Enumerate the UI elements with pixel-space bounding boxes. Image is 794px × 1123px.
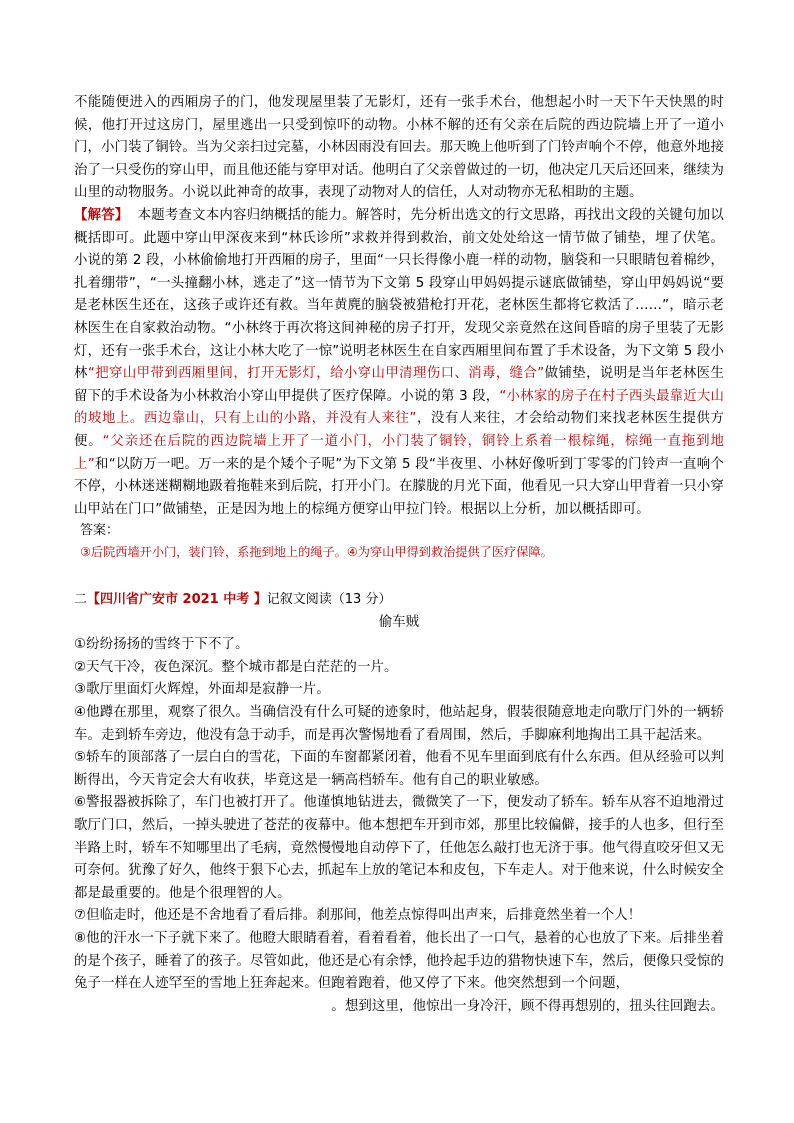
- story-paragraph-6: ⑥警报器被拆除了，车门也被打开了。他谨慎地钻进去，微微笑了一下，便发动了轿车。轿车从容不迫地滑过歌厅门口，然后，一掉头驶进了苍茫的夜幕中。他本想把车开到市郊，那里比较偏僻，接手的人也多，但行至半路上时，轿车不知哪里出了毛病，竟然慢慢地自动停下了，任他怎么敲打也无济于事。他气得直咬牙但又无可奈何。犹豫了好久，他终于狠下心去，抓起车上放的笔记本和皮包，下车走人。对于他来说，什么时候安全都是最重要的。他是个很理智的人。: [74, 795, 724, 901]
- analysis-paragraph-1: 不能随便进入的西厢房子的门，他发现屋里装了无影灯，还有一张手术台，他想起小时一天下午天快黑的时候，他打开过这房门，屋里逃出一只受到惊吓的动物。小林不解的还有父亲在后院的西边院墙上开了一道小门，小门装了铜铃。当为父亲扫过完墓，小林因雨没有回去。那天晚上他听到了门铃声响个不停，他意外地接治了一只受伤的穿山甲，而且他还能与穿甲对话。他明白了父亲曾做过的一切，他决定几天后还回来，继续为山里的动物服务。小说以此神奇的故事，表现了动物对人的信任，人对动物亦无私相助的主题。: [74, 95, 724, 201]
- answer-label: 答案：: [80, 523, 120, 539]
- analysis-text-d: 和“以防万一吧。万一来的是个矮个子呢”为下文第 5 段“半夜里、小林好像听到丁零零的门铃声一直响个不停，小林迷迷糊糊地趿着拖鞋来到后院，打开小门。在朦胧的月光下面，他看见一只大穿山甲背着一只小穿山甲站在门口”做铺垫，正是因为地上的棕绳方便穿山甲拉门铃。根据以上分析，加以概括即可。: [74, 456, 724, 517]
- section-source: 【四川省广安市 2021 中考 】: [87, 592, 267, 608]
- story-title: 偷车贼: [378, 615, 420, 631]
- story-tail-line: 。想到这里，他惊出一身冷汗，顾不得再想别的，扭头往回跑去。: [331, 998, 724, 1014]
- section-2: [74, 589, 724, 1018]
- analysis-quote-2: “小林家的房子在村子西头最靠近大山的坡地上。西边靠山，只有上山的小路，并没有人来往”: [74, 388, 724, 427]
- section-heading-text: 记叙文阅读（13 分）: [266, 592, 392, 608]
- analysis-quote-1: “把穿山甲带到西厢里间，打开无影灯，给小穿山甲清理伤口、消毒，缝合”: [87, 366, 545, 382]
- story-paragraph-2: ②天气干冷，夜色深沉。整个城市都是白茫茫的一片。: [74, 659, 398, 675]
- story-paragraph-7: ⑦但临走时，他还是不舍地看了看后排。刹那间，他差点惊得叫出声来，后排竟然坐着一个人！: [74, 908, 642, 924]
- analysis-block: [74, 92, 724, 563]
- section-gap: [74, 563, 724, 589]
- answer-tag: 【解答】: [74, 207, 129, 223]
- analysis-text-b: 做铺垫，说明是当年老林医生留下的手术设备为小林救治小穿山甲提供了医疗保障。小说的第 3 段，: [74, 366, 724, 404]
- analysis-text-c: ，没有人来往，才会给动物们来找老林医生提供方便。: [74, 411, 724, 449]
- answer-text: ③后院西墙开小门，装门铃，系拖到地上的绳子。④为穿山甲得到救治提供了医疗保障。: [80, 545, 553, 560]
- analysis-text-a: 本题考查文本内容归纳概括的能力。解答时，先分析出选文的行文思路，再找出文段的关键句加以概括即可。此题中穿山甲深夜来到“林氏诊所”求救并得到救治，前文处处给这一情节做了铺垫，埋了伏笔。小说的第 2 段，小林偷偷地打开西厢的房子，里面“一只长得像小鹿一样的动物，脑袋和一只眼睛包着棉纱，扎着绷带”，“一头撞翻小林，逃走了”这一情节为下文第 5 段穿山甲妈妈提示谜底做铺垫，穿山甲妈妈说“要是老林医生还在，这孩子或许还有救。当年黄麂的脑袋被猎枪打开花，老林医生都将它救活了……”，暗示老林医生在自家救治动物。“小林终于再次将这间神秘的房子打开，发现父亲竟然在这间昏暗的房子里装了无影灯，还有一张手术台，这让小林大吃了一惊”说明老林医生在自家西厢里间布置了手术设备，为下文第 5 段小林: [74, 207, 724, 382]
- story-paragraph-3: ③歌厅里面灯火辉煌，外面却是寂静一片。: [74, 682, 330, 698]
- document-page: [74, 92, 724, 1018]
- analysis-quote-3: “父亲还在后院的西边院墙上开了一道小门，小门装了铜铃，铜铃上系着一根棕绳，棕绳一直拖到地上”: [74, 433, 724, 472]
- story-paragraph-4: ④他蹲在那里，观察了很久。当确信没有什么可疑的迹象时，他站起身，假装很随意地走向歌厅门外的一辆轿车。走到轿车旁边，他没有急于动手，而是再次警惕地看了看周围，然后，手脚麻利地掏出工具干起活来。: [74, 705, 724, 743]
- story-paragraph-1: ①纷纷扬扬的雪终于下不了。: [74, 637, 249, 653]
- analysis-paragraph-2: [74, 205, 724, 521]
- story-paragraph-8: ⑧他的汗水一下子就下来了。他瞪大眼睛看着，看着看着，他长出了一口气，悬着的心也放了下来。后排坐着的是个孩子，睡着了的孩子。尽管如此，他还是心有余悸，他拎起手边的猎物快速下车，然后，便像只受惊的兔子一样在人迹罕至的雪地上狂奔起来。但跑着跑着，他又停了下来。他突然想到一个问题，: [74, 931, 724, 992]
- section-number: 二: [74, 592, 88, 608]
- story-paragraph-5: ⑤轿车的顶部落了一层白白的雪花，下面的车窗都紧闭着，他看不见车里面到底有什么东西。但从经验可以判断得出，今天肯定会大有收获，毕竟这是一辆高档轿车。他有自己的职业敏感。: [74, 750, 724, 788]
- section-heading: [74, 589, 724, 611]
